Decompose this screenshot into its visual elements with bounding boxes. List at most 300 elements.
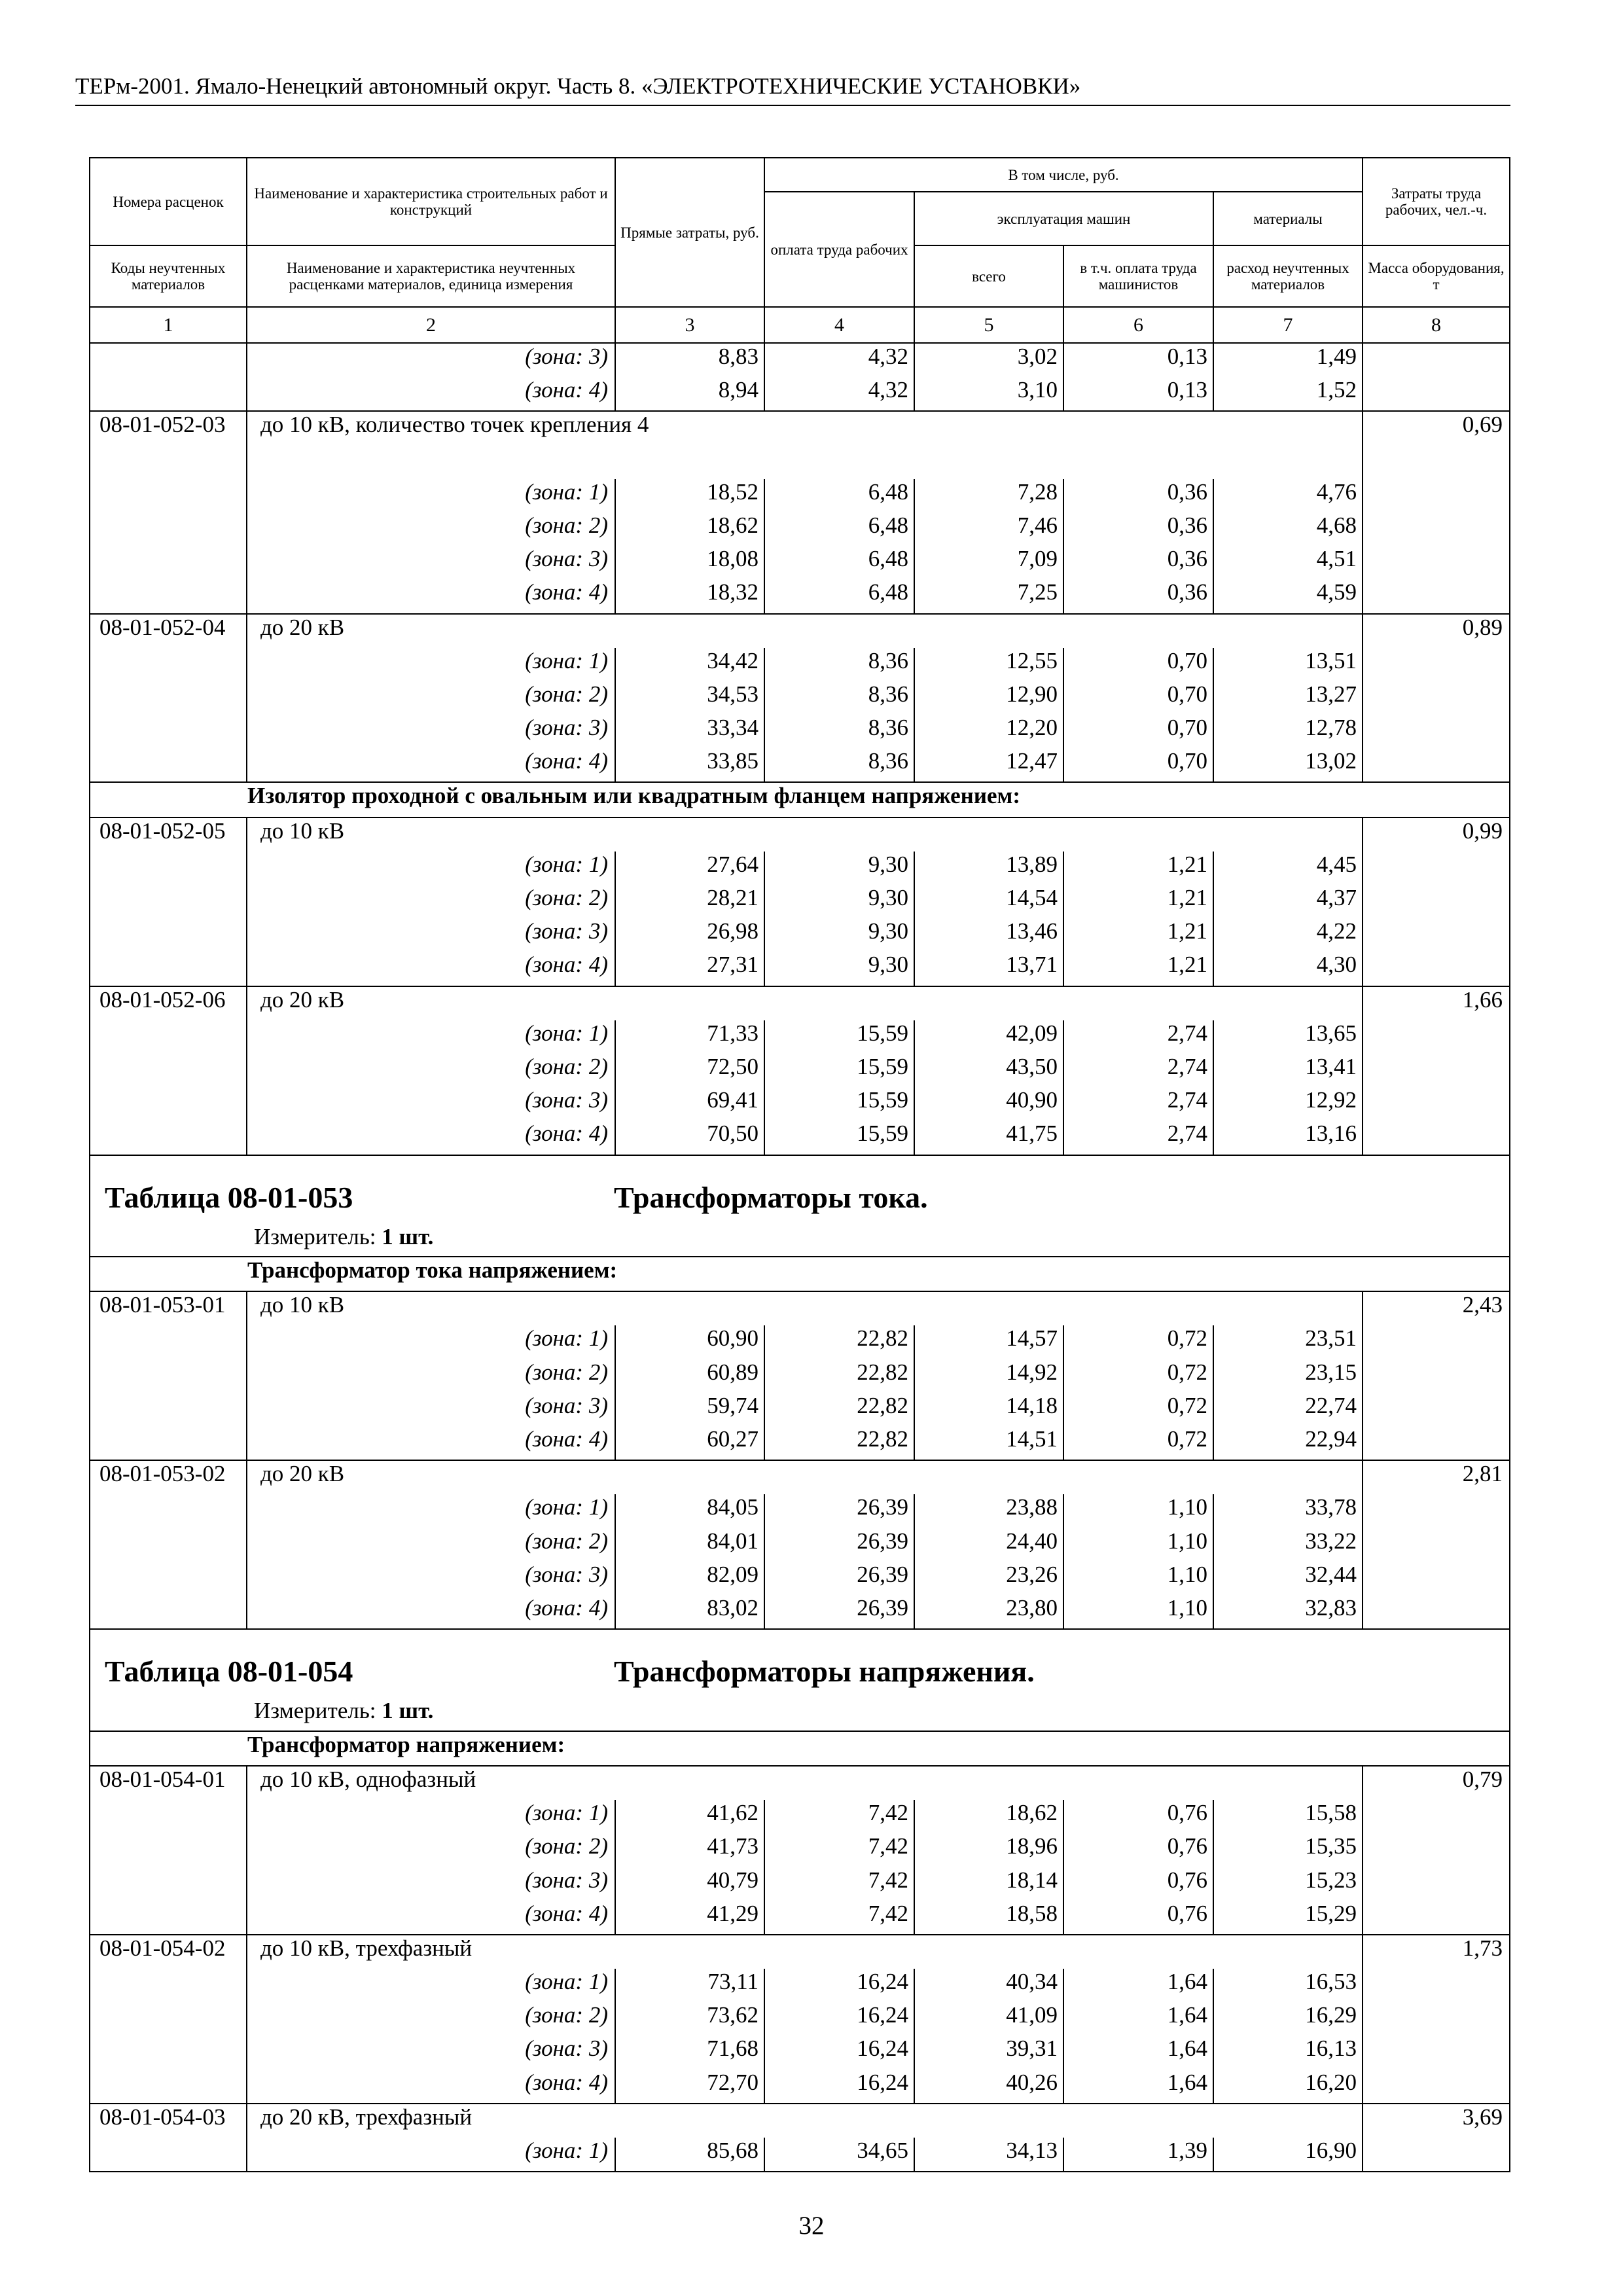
zone-label: (зона: 2) <box>247 681 615 715</box>
column-number: 4 <box>764 307 914 343</box>
zone-label: (зона: 2) <box>247 512 615 546</box>
materials-cost: 23,51 <box>1213 1325 1363 1359</box>
unit-value: 1 шт. <box>382 1698 434 1724</box>
zone-label: (зона: 4) <box>247 1595 615 1629</box>
direct-cost: 8,83 <box>615 343 764 377</box>
zone-row <box>90 343 1510 377</box>
zone-label: (зона: 1) <box>247 1969 615 2002</box>
col-header-material-usage: расход неучтенных материалов <box>1213 245 1363 307</box>
worker-wages: 4,32 <box>764 377 914 411</box>
table-title-block <box>90 1155 1510 1257</box>
column-numbers-row <box>90 307 1510 343</box>
direct-cost: 73,62 <box>615 2002 764 2036</box>
worker-wages: 16,24 <box>764 2036 914 2069</box>
operator-wages: 0,36 <box>1063 579 1213 613</box>
direct-cost: 59,74 <box>615 1393 764 1426</box>
worker-wages: 6,48 <box>764 479 914 512</box>
unit-label: Измеритель: <box>254 1223 376 1249</box>
worker-wages: 7,42 <box>764 1901 914 1935</box>
col-header-materials: материалы <box>1213 192 1363 245</box>
machines-total: 14,51 <box>914 1426 1063 1460</box>
group-title: Изолятор проходной с овальным или квадратным фланцем напряжением: <box>90 782 1510 817</box>
rate-code <box>90 1393 247 1426</box>
operator-wages: 0,36 <box>1063 512 1213 546</box>
labor-cost: 1,73 <box>1363 1935 1510 1969</box>
rate-code <box>90 1494 247 1528</box>
operator-wages: 1,10 <box>1063 1595 1213 1629</box>
zone-row <box>90 648 1510 681</box>
column-number: 1 <box>90 307 247 343</box>
item-row <box>90 1935 1510 1969</box>
operator-wages: 2,74 <box>1063 1054 1213 1087</box>
rate-code <box>90 1595 247 1629</box>
item-name: до 10 кВ <box>247 817 1363 852</box>
operator-wages: 0,36 <box>1063 479 1213 512</box>
zone-row <box>90 1969 1510 2002</box>
item-row <box>90 1766 1510 1800</box>
operator-wages: 0,72 <box>1063 1393 1213 1426</box>
materials-cost: 4,68 <box>1213 512 1363 546</box>
zone-row <box>90 2070 1510 2104</box>
zone-row <box>90 377 1510 411</box>
rate-code: 08-01-054-03 <box>90 2104 247 2138</box>
labor-cost <box>1363 1494 1510 1528</box>
labor-cost <box>1363 1359 1510 1393</box>
machines-total: 39,31 <box>914 2036 1063 2069</box>
rate-code <box>90 1901 247 1935</box>
item-row <box>90 1291 1510 1325</box>
machines-total: 12,20 <box>914 715 1063 748</box>
direct-cost: 26,98 <box>615 918 764 952</box>
materials-cost: 12,92 <box>1213 1087 1363 1121</box>
rate-code: 08-01-052-03 <box>90 411 247 478</box>
zone-label: (зона: 2) <box>247 1359 615 1393</box>
operator-wages: 1,21 <box>1063 885 1213 918</box>
page-header: ТЕРм-2001. Ямало-Ненецкий автономный округ. Часть 8. «ЭЛЕКТРОТЕХНИЧЕСКИЕ УСТАНОВКИ» <box>75 72 1510 106</box>
machines-total: 3,10 <box>914 377 1063 411</box>
materials-cost: 12,78 <box>1213 715 1363 748</box>
col-header-operator-wages: в т.ч. оплата труда машинистов <box>1063 245 1213 307</box>
direct-cost: 70,50 <box>615 1121 764 1155</box>
rate-code <box>90 852 247 885</box>
worker-wages: 26,39 <box>764 1494 914 1528</box>
zone-label: (зона: 4) <box>247 748 615 782</box>
item-row <box>90 614 1510 648</box>
rate-code <box>90 1121 247 1155</box>
machines-total: 41,75 <box>914 1121 1063 1155</box>
labor-cost <box>1363 1393 1510 1426</box>
machines-total: 18,96 <box>914 1833 1063 1867</box>
operator-wages: 0,13 <box>1063 343 1213 377</box>
direct-cost: 18,52 <box>615 479 764 512</box>
materials-cost: 15,58 <box>1213 1800 1363 1833</box>
col-header-material-codes: Коды неучтенных материалов <box>90 245 247 307</box>
labor-cost: 1,66 <box>1363 986 1510 1020</box>
zone-label: (зона: 3) <box>247 343 615 377</box>
materials-cost: 15,23 <box>1213 1867 1363 1901</box>
zone-row <box>90 1901 1510 1935</box>
zone-row <box>90 1121 1510 1155</box>
direct-cost: 27,31 <box>615 952 764 986</box>
materials-cost: 16,53 <box>1213 1969 1363 2002</box>
item-row <box>90 2104 1510 2138</box>
labor-cost <box>1363 1426 1510 1460</box>
materials-cost: 4,22 <box>1213 918 1363 952</box>
materials-cost: 13,16 <box>1213 1121 1363 1155</box>
group-title: Трансформатор тока напряжением: <box>90 1257 1510 1291</box>
worker-wages: 8,36 <box>764 648 914 681</box>
group-row <box>90 1731 1510 1766</box>
operator-wages: 1,21 <box>1063 852 1213 885</box>
unit-of-measure <box>254 1224 433 1250</box>
rate-code <box>90 748 247 782</box>
labor-cost: 0,89 <box>1363 614 1510 648</box>
labor-cost <box>1363 681 1510 715</box>
direct-cost: 72,70 <box>615 2070 764 2104</box>
zone-label: (зона: 1) <box>247 1494 615 1528</box>
labor-cost <box>1363 852 1510 885</box>
zone-row <box>90 579 1510 613</box>
materials-cost: 22,74 <box>1213 1393 1363 1426</box>
rate-code: 08-01-052-04 <box>90 614 247 648</box>
labor-cost <box>1363 1969 1510 2002</box>
worker-wages: 22,82 <box>764 1359 914 1393</box>
direct-cost: 41,62 <box>615 1800 764 1833</box>
rate-code <box>90 2070 247 2104</box>
col-header-name: Наименование и характеристика строительных работ и конструкций <box>247 158 615 245</box>
labor-cost <box>1363 2002 1510 2036</box>
materials-cost: 4,37 <box>1213 885 1363 918</box>
rate-code <box>90 546 247 579</box>
labor-cost <box>1363 918 1510 952</box>
worker-wages: 7,42 <box>764 1833 914 1867</box>
zone-row <box>90 1595 1510 1629</box>
zone-row <box>90 479 1510 512</box>
item-name: до 10 кВ, трехфазный <box>247 1935 1363 1969</box>
zone-label: (зона: 4) <box>247 2070 615 2104</box>
labor-cost <box>1363 546 1510 579</box>
rate-code <box>90 1833 247 1867</box>
labor-cost <box>1363 479 1510 512</box>
zone-label: (зона: 4) <box>247 1121 615 1155</box>
zone-row <box>90 2138 1510 2172</box>
zone-row <box>90 1325 1510 1359</box>
materials-cost: 4,45 <box>1213 852 1363 885</box>
rate-code <box>90 1359 247 1393</box>
zone-label: (зона: 1) <box>247 648 615 681</box>
direct-cost: 41,29 <box>615 1901 764 1935</box>
col-header-mass: Масса оборудования, т <box>1363 245 1510 307</box>
zone-row <box>90 715 1510 748</box>
worker-wages: 6,48 <box>764 512 914 546</box>
rate-code <box>90 1426 247 1460</box>
machines-total: 24,40 <box>914 1528 1063 1562</box>
zone-row <box>90 1054 1510 1087</box>
column-number: 6 <box>1063 307 1213 343</box>
direct-cost: 41,73 <box>615 1833 764 1867</box>
materials-cost: 13,51 <box>1213 648 1363 681</box>
zone-row <box>90 1528 1510 1562</box>
item-name: до 20 кВ <box>247 986 1363 1020</box>
zone-row <box>90 748 1510 782</box>
zone-label: (зона: 3) <box>247 2036 615 2069</box>
operator-wages: 0,72 <box>1063 1426 1213 1460</box>
zone-row <box>90 512 1510 546</box>
operator-wages: 2,74 <box>1063 1020 1213 1054</box>
col-header-codes: Номера расценок <box>90 158 247 245</box>
zone-label: (зона: 3) <box>247 1867 615 1901</box>
labor-cost: 0,79 <box>1363 1766 1510 1800</box>
direct-cost: 27,64 <box>615 852 764 885</box>
machines-total: 7,46 <box>914 512 1063 546</box>
rate-code <box>90 715 247 748</box>
worker-wages: 16,24 <box>764 2002 914 2036</box>
materials-cost: 13,41 <box>1213 1054 1363 1087</box>
zone-row <box>90 681 1510 715</box>
machines-total: 18,14 <box>914 1867 1063 1901</box>
rate-code: 08-01-054-02 <box>90 1935 247 1969</box>
worker-wages: 15,59 <box>764 1020 914 1054</box>
rate-code: 08-01-054-01 <box>90 1766 247 1800</box>
labor-cost <box>1363 1020 1510 1054</box>
worker-wages: 9,30 <box>764 885 914 918</box>
labor-cost <box>1363 1054 1510 1087</box>
item-name: до 20 кВ, трехфазный <box>247 2104 1363 2138</box>
materials-cost: 4,76 <box>1213 479 1363 512</box>
materials-cost: 13,27 <box>1213 681 1363 715</box>
machines-total: 40,26 <box>914 2070 1063 2104</box>
rate-code <box>90 579 247 613</box>
column-number: 3 <box>615 307 764 343</box>
labor-cost <box>1363 1901 1510 1935</box>
col-header-machines: эксплуатация машин <box>914 192 1213 245</box>
labor-cost: 3,69 <box>1363 2104 1510 2138</box>
operator-wages: 1,64 <box>1063 2036 1213 2069</box>
zone-row <box>90 546 1510 579</box>
item-row <box>90 1460 1510 1494</box>
zone-label: (зона: 2) <box>247 2002 615 2036</box>
labor-cost <box>1363 2036 1510 2069</box>
worker-wages: 9,30 <box>764 952 914 986</box>
direct-cost: 83,02 <box>615 1595 764 1629</box>
labor-cost <box>1363 1325 1510 1359</box>
direct-cost: 8,94 <box>615 377 764 411</box>
rate-code <box>90 2138 247 2172</box>
rate-code <box>90 377 247 411</box>
labor-cost <box>1363 748 1510 782</box>
zone-row <box>90 885 1510 918</box>
machines-total: 12,90 <box>914 681 1063 715</box>
zone-label: (зона: 3) <box>247 1087 615 1121</box>
zone-row <box>90 1800 1510 1833</box>
operator-wages: 0,76 <box>1063 1833 1213 1867</box>
table-title: Трансформаторы тока. <box>614 1180 928 1214</box>
operator-wages: 0,72 <box>1063 1359 1213 1393</box>
zone-label: (зона: 4) <box>247 579 615 613</box>
operator-wages: 1,21 <box>1063 918 1213 952</box>
direct-cost: 33,34 <box>615 715 764 748</box>
worker-wages: 4,32 <box>764 343 914 377</box>
rate-code <box>90 1562 247 1595</box>
labor-cost <box>1363 1800 1510 1833</box>
materials-cost: 16,29 <box>1213 2002 1363 2036</box>
rate-code <box>90 479 247 512</box>
direct-cost: 60,27 <box>615 1426 764 1460</box>
direct-cost: 84,05 <box>615 1494 764 1528</box>
rate-code: 08-01-053-01 <box>90 1291 247 1325</box>
rate-code <box>90 952 247 986</box>
col-header-incl: В том числе, руб. <box>764 158 1363 192</box>
worker-wages: 8,36 <box>764 715 914 748</box>
item-row <box>90 986 1510 1020</box>
page-number: 32 <box>798 2212 825 2240</box>
item-name: до 10 кВ, количество точек крепления 4 <box>247 411 1363 478</box>
rate-code: 08-01-052-06 <box>90 986 247 1020</box>
item-row <box>90 411 1510 478</box>
operator-wages: 1,21 <box>1063 952 1213 986</box>
worker-wages: 9,30 <box>764 918 914 952</box>
worker-wages: 6,48 <box>764 546 914 579</box>
operator-wages: 1,64 <box>1063 2002 1213 2036</box>
rate-code <box>90 885 247 918</box>
rate-code <box>90 343 247 377</box>
materials-cost: 13,02 <box>1213 748 1363 782</box>
machines-total: 13,71 <box>914 952 1063 986</box>
machines-total: 14,92 <box>914 1359 1063 1393</box>
direct-cost: 34,53 <box>615 681 764 715</box>
item-name: до 10 кВ, однофазный <box>247 1766 1363 1800</box>
direct-cost: 18,08 <box>615 546 764 579</box>
machines-total: 40,90 <box>914 1087 1063 1121</box>
materials-cost: 16,13 <box>1213 2036 1363 2069</box>
machines-total: 34,13 <box>914 2138 1063 2172</box>
unit-value: 1 шт. <box>382 1223 434 1249</box>
labor-cost <box>1363 2138 1510 2172</box>
operator-wages: 0,70 <box>1063 648 1213 681</box>
machines-total: 40,34 <box>914 1969 1063 2002</box>
materials-cost: 4,59 <box>1213 579 1363 613</box>
operator-wages: 0,36 <box>1063 546 1213 579</box>
materials-cost: 32,83 <box>1213 1595 1363 1629</box>
rate-code <box>90 1054 247 1087</box>
zone-row <box>90 1393 1510 1426</box>
worker-wages: 15,59 <box>764 1087 914 1121</box>
item-row <box>90 817 1510 852</box>
materials-cost: 33,22 <box>1213 1528 1363 1562</box>
group-title: Трансформатор напряжением: <box>90 1731 1510 1766</box>
item-name: до 10 кВ <box>247 1291 1363 1325</box>
direct-cost: 71,33 <box>615 1020 764 1054</box>
rate-code <box>90 512 247 546</box>
worker-wages: 6,48 <box>764 579 914 613</box>
machines-total: 7,28 <box>914 479 1063 512</box>
operator-wages: 1,10 <box>1063 1494 1213 1528</box>
zone-row <box>90 952 1510 986</box>
operator-wages: 2,74 <box>1063 1087 1213 1121</box>
table-title-block <box>90 1629 1510 1731</box>
materials-cost: 1,52 <box>1213 377 1363 411</box>
worker-wages: 9,30 <box>764 852 914 885</box>
machines-total: 43,50 <box>914 1054 1063 1087</box>
labor-cost: 2,81 <box>1363 1460 1510 1494</box>
worker-wages: 16,24 <box>764 1969 914 2002</box>
labor-cost <box>1363 579 1510 613</box>
materials-cost: 23,15 <box>1213 1359 1363 1393</box>
col-header-direct: Прямые затраты, руб. <box>615 158 764 307</box>
item-name: до 20 кВ <box>247 614 1363 648</box>
table-number: Таблица 08-01-054 <box>105 1655 353 1689</box>
direct-cost: 60,90 <box>615 1325 764 1359</box>
table-title-row <box>90 1155 1510 1257</box>
operator-wages: 2,74 <box>1063 1121 1213 1155</box>
zone-row <box>90 1494 1510 1528</box>
direct-cost: 60,89 <box>615 1359 764 1393</box>
operator-wages: 1,10 <box>1063 1528 1213 1562</box>
zone-row <box>90 1426 1510 1460</box>
operator-wages: 0,70 <box>1063 715 1213 748</box>
machines-total: 14,57 <box>914 1325 1063 1359</box>
labor-cost <box>1363 1833 1510 1867</box>
zone-label: (зона: 3) <box>247 1393 615 1426</box>
table-title-row <box>90 1629 1510 1731</box>
machines-total: 13,89 <box>914 852 1063 885</box>
machines-total: 12,47 <box>914 748 1063 782</box>
labor-cost: 0,69 <box>1363 411 1510 478</box>
col-header-material-names: Наименование и характеристика неучтенных расценками материалов, единица измерения <box>247 245 615 307</box>
direct-cost: 69,41 <box>615 1087 764 1121</box>
table-number: Таблица 08-01-053 <box>105 1180 353 1214</box>
worker-wages: 16,24 <box>764 2070 914 2104</box>
rate-code <box>90 1020 247 1054</box>
zone-label: (зона: 2) <box>247 1054 615 1087</box>
rate-code <box>90 2036 247 2069</box>
direct-cost: 28,21 <box>615 885 764 918</box>
materials-cost: 4,51 <box>1213 546 1363 579</box>
labor-cost: 2,43 <box>1363 1291 1510 1325</box>
labor-cost <box>1363 512 1510 546</box>
zone-label: (зона: 1) <box>247 1020 615 1054</box>
zone-label: (зона: 2) <box>247 1833 615 1867</box>
materials-cost: 15,35 <box>1213 1833 1363 1867</box>
column-number: 5 <box>914 307 1063 343</box>
materials-cost: 16,20 <box>1213 2070 1363 2104</box>
direct-cost: 33,85 <box>615 748 764 782</box>
zone-label: (зона: 1) <box>247 479 615 512</box>
zone-row <box>90 1087 1510 1121</box>
direct-cost: 84,01 <box>615 1528 764 1562</box>
labor-cost <box>1363 2070 1510 2104</box>
zone-label: (зона: 3) <box>247 918 615 952</box>
worker-wages: 7,42 <box>764 1867 914 1901</box>
rate-code <box>90 648 247 681</box>
direct-cost: 40,79 <box>615 1867 764 1901</box>
column-number: 7 <box>1213 307 1363 343</box>
labor-cost <box>1363 1528 1510 1562</box>
labor-cost <box>1363 1087 1510 1121</box>
rate-code <box>90 1867 247 1901</box>
zone-label: (зона: 3) <box>247 715 615 748</box>
rate-code: 08-01-052-05 <box>90 817 247 852</box>
worker-wages: 7,42 <box>764 1800 914 1833</box>
rate-code <box>90 1087 247 1121</box>
labor-cost <box>1363 1595 1510 1629</box>
rate-code: 08-01-053-02 <box>90 1460 247 1494</box>
direct-cost: 82,09 <box>615 1562 764 1595</box>
zone-label: (зона: 2) <box>247 885 615 918</box>
direct-cost: 18,32 <box>615 579 764 613</box>
worker-wages: 34,65 <box>764 2138 914 2172</box>
zone-label: (зона: 3) <box>247 546 615 579</box>
